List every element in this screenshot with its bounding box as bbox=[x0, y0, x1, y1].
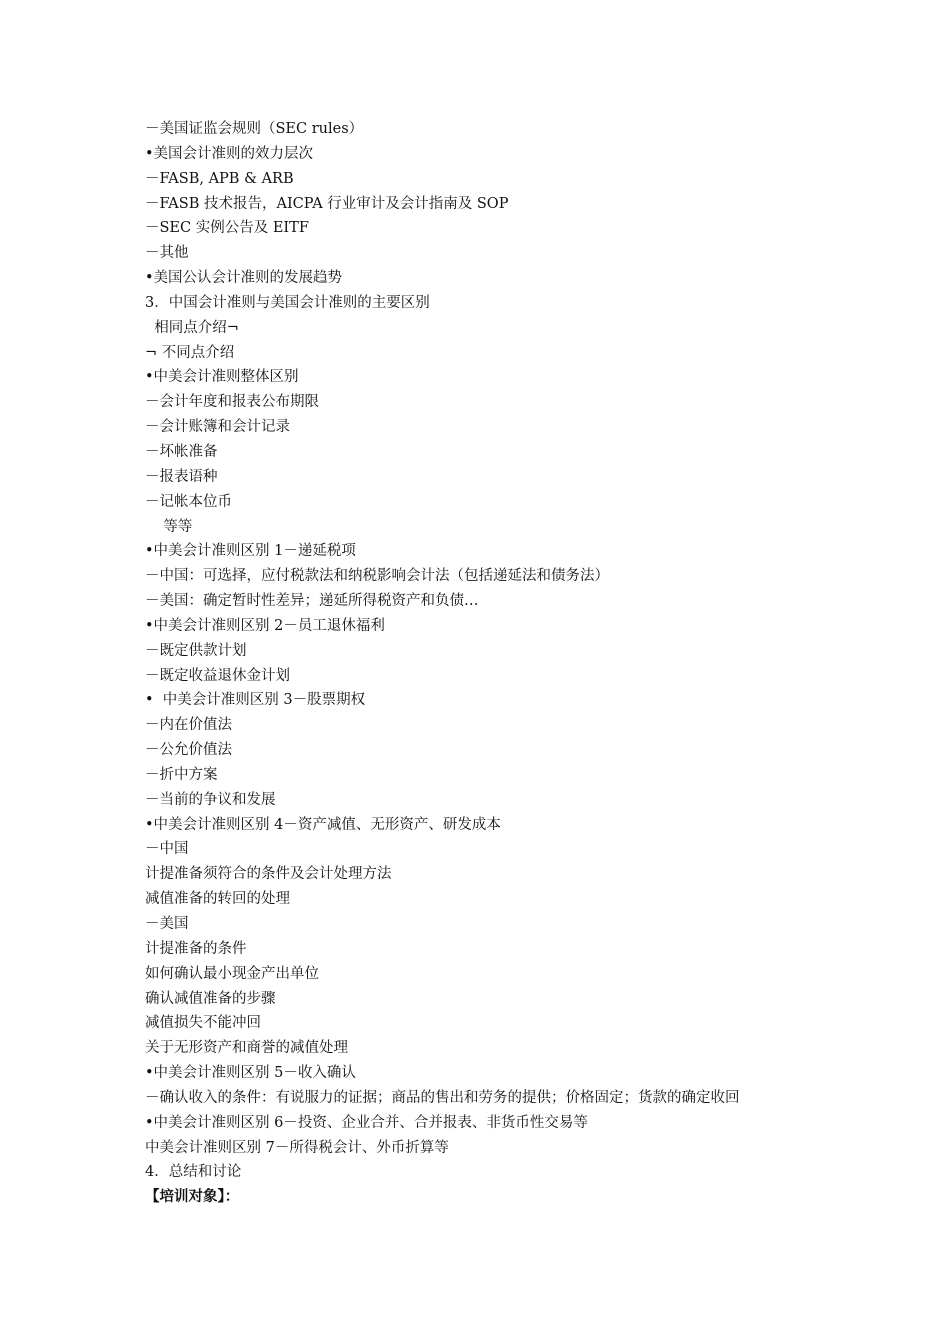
document-body bbox=[145, 117, 905, 1210]
text-line: －其他 bbox=[145, 245, 189, 262]
text-line: •中美会计准则区别 2－员工退休福利 bbox=[145, 617, 385, 634]
text-line: 如何确认最小现金产出单位 bbox=[145, 965, 319, 982]
text-line: －内在价值法 bbox=[145, 717, 232, 734]
text-line: －美国 bbox=[145, 916, 189, 932]
text-line: －折中方案 bbox=[145, 766, 218, 783]
text-line: －报表语种 bbox=[145, 468, 218, 485]
text-line: －中国：可选择，应付税款法和纳税影响会计法（包括递延法和债务法） bbox=[145, 568, 609, 585]
text-line: 计提准备须符合的条件及会计处理方法 bbox=[145, 866, 392, 883]
text-line: •中美会计准则区别 5－收入确认 bbox=[145, 1065, 356, 1082]
text-line: 关于无形资产和商誉的减值处理 bbox=[145, 1040, 348, 1057]
training-audience-heading: 【培训对象】： bbox=[145, 1188, 240, 1206]
text-line: •美国会计准则的效力层次 bbox=[145, 145, 314, 162]
text-line: • 中美会计准则区别 3－股票期权 bbox=[145, 692, 366, 709]
text-line: －美国：确定暂时性差异；递延所得税资产和负债… bbox=[145, 593, 479, 610]
section-heading: 3．中国会计准则与美国会计准则的主要区别 bbox=[145, 294, 430, 311]
text-line: 等等 bbox=[145, 518, 193, 535]
text-line: •中美会计准则区别 6－投资、企业合并、合并报表、非货币性交易等 bbox=[145, 1114, 588, 1131]
text-line: －SEC 实例公告及 EITF bbox=[145, 220, 309, 237]
text-line: －FASB 技术报告，AICPA 行业审计及会计指南及 SOP bbox=[145, 195, 509, 212]
text-line: 计提准备的条件 bbox=[145, 940, 247, 957]
text-line: －FASB, APB & ARB bbox=[145, 170, 294, 187]
text-line: －坏帐准备 bbox=[145, 443, 218, 460]
text-line: ¬ 不同点介绍 bbox=[145, 344, 235, 361]
text-line: －当前的争议和发展 bbox=[145, 791, 276, 808]
text-line: 减值准备的转回的处理 bbox=[145, 891, 290, 908]
text-line: －记帐本位币 bbox=[145, 493, 232, 510]
text-line: 相同点介绍¬ bbox=[145, 319, 239, 336]
text-line: －确认收入的条件：有说服力的证据；商品的售出和劳务的提供；价格固定；货款的确定收回 bbox=[145, 1089, 740, 1106]
text-line: －既定收益退休金计划 bbox=[145, 667, 290, 684]
text-line: －中国 bbox=[145, 841, 189, 858]
text-line: －会计账簿和会计记录 bbox=[145, 419, 290, 436]
section-heading: 4．总结和讨论 bbox=[145, 1164, 242, 1181]
text-line: 确认减值准备的步骤 bbox=[145, 990, 276, 1007]
text-line: －公允价值法 bbox=[145, 742, 232, 759]
text-line: •美国公认会计准则的发展趋势 bbox=[145, 270, 343, 287]
text-line: •中美会计准则区别 1－递延税项 bbox=[145, 543, 356, 560]
text-line: 中美会计准则区别 7－所得税会计、外币折算等 bbox=[145, 1139, 449, 1156]
text-line: －会计年度和报表公布期限 bbox=[145, 394, 319, 411]
text-line: －美国证监会规则（SEC rules） bbox=[145, 121, 364, 137]
text-line: －既定供款计划 bbox=[145, 642, 247, 659]
text-line: •中美会计准则整体区别 bbox=[145, 369, 299, 386]
text-line: 减值损失不能冲回 bbox=[145, 1015, 261, 1032]
text-line: •中美会计准则区别 4－资产减值、无形资产、研发成本 bbox=[145, 816, 501, 833]
